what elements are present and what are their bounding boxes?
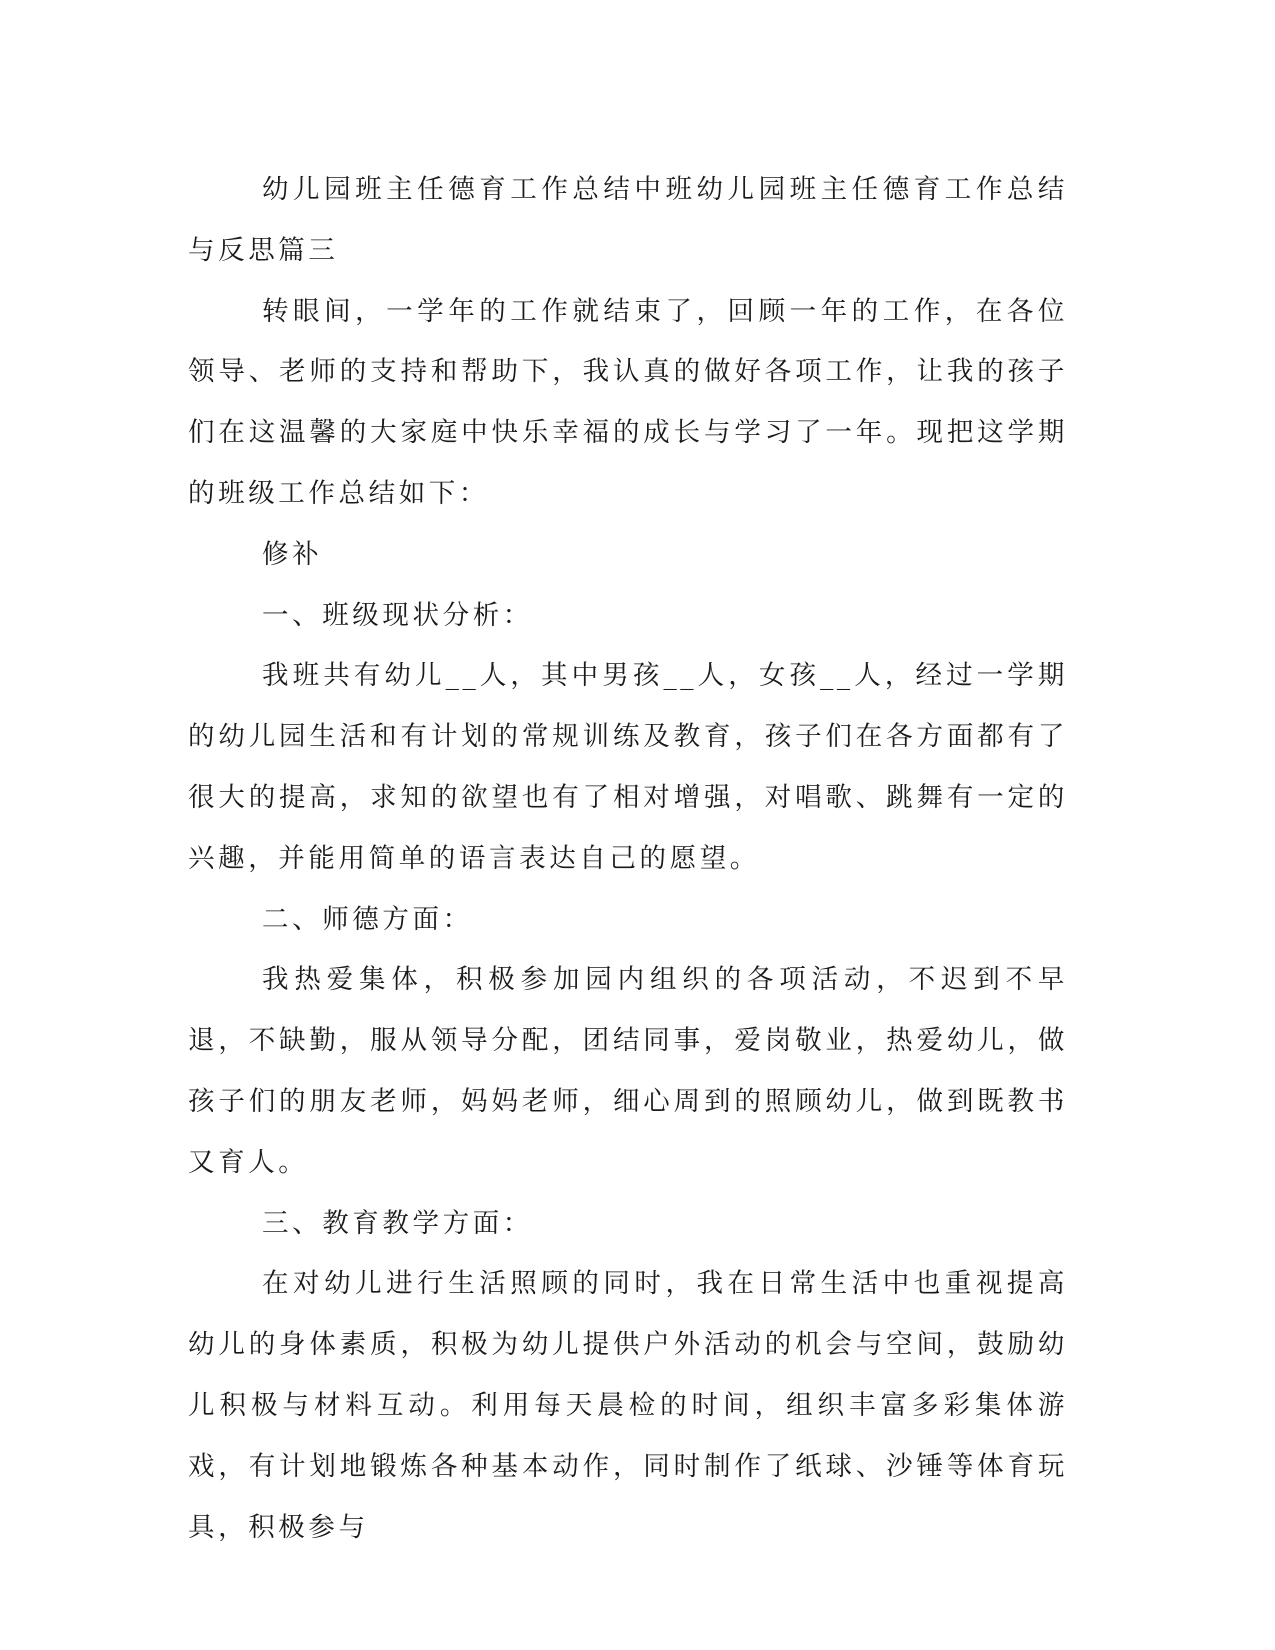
paragraph-class-status: 我班共有幼儿__人，其中男孩__人，女孩__人，经过一学期的幼儿园生活和有计划的常规训练及教育，孩子们在各方面都有了很大的提高，求知的欲望也有了相对增强，对唱歌、跳舞有一定的兴趣，并能用简单的语言表达自己的愿望。: [188, 660, 1068, 874]
paragraph-note: 修补: [262, 538, 323, 570]
document-title: 幼儿园班主任德育工作总结中班幼儿园班主任德育工作总结与反思篇三: [188, 174, 1068, 266]
section-heading-teaching: 三、教育教学方面：: [262, 1207, 533, 1239]
document-body: [188, 160, 1068, 1558]
paragraph-ethics: 我热爱集体，积极参加园内组织的各项活动，不迟到不早退，不缺勤，服从领导分配，团结同事，爱岗敬业，热爱幼儿，做孩子们的朋友老师，妈妈老师，细心周到的照顾幼儿，做到既教书又育人。: [188, 964, 1068, 1178]
section-heading-ethics: 二、师德方面：: [262, 903, 473, 935]
section-heading-class-status: 一、班级现状分析：: [262, 599, 533, 631]
paragraph-teaching: 在对幼儿进行生活照顾的同时，我在日常生活中也重视提高幼儿的身体素质，积极为幼儿提供户外活动的机会与空间，鼓励幼儿积极与材料互动。利用每天晨检的时间，组织丰富多彩集体游戏，有计划地锻炼各种基本动作，同时制作了纸球、沙锤等体育玩具，积极参与: [188, 1268, 1068, 1543]
paragraph-intro: 转眼间，一学年的工作就结束了，回顾一年的工作，在各位领导、老师的支持和帮助下，我认真的做好各项工作，让我的孩子们在这温馨的大家庭中快乐幸福的成长与学习了一年。现把这学期的班级工作总结如下：: [188, 295, 1068, 509]
